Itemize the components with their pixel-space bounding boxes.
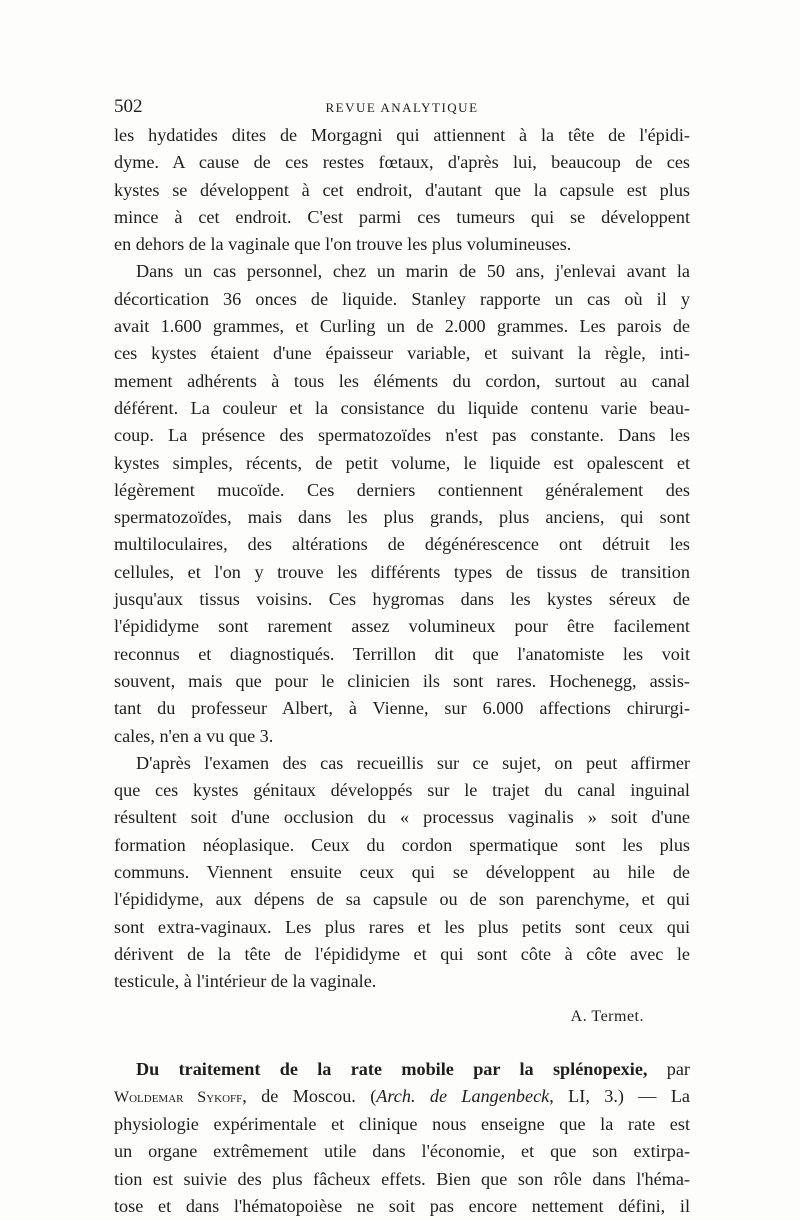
- article-splenopexie: [114, 1056, 690, 1220]
- text-line: jusqu'aux tissus voisins. Ces hygromas dans les kystes séreux de: [114, 586, 690, 613]
- text-line: cellules, et l'on y trouve les différents types de tissus de transition: [114, 559, 690, 586]
- paragraph-hydatides: [114, 122, 690, 258]
- article-citation-end: , LI, 3.) — La: [549, 1086, 690, 1106]
- text-line: kystes simples, récents, de petit volume, le liquide est opalescent et: [114, 450, 690, 477]
- article-citation-rest: , de Moscou. (: [242, 1086, 376, 1106]
- text-line: mement adhérents à tous les éléments du cordon, surtout au canal: [114, 368, 690, 395]
- article-body: [114, 1111, 690, 1220]
- text-line: testicule, à l'intérieur de la vaginale.: [114, 968, 690, 995]
- text-line: l'épididyme, aux dépens de sa capsule ou de son parenchyme, et qui: [114, 886, 690, 913]
- text-line: reconnus et diagnostiqués. Terrillon dit que l'anatomiste les voit: [114, 641, 690, 668]
- article-title: Du traitement de la rate mobile par la splénopexie,: [136, 1059, 647, 1079]
- article-citation-line: [114, 1083, 690, 1111]
- section-gap: [114, 1026, 690, 1056]
- page-number: 502: [114, 96, 143, 118]
- text-line: avait 1.600 grammes, et Curling un de 2.000 grammes. Les parois de: [114, 313, 690, 340]
- running-title: REVUE ANALYTIQUE: [114, 100, 690, 116]
- text-line: dyme. A cause de ces restes fœtaux, d'après lui, beaucoup de ces: [114, 149, 690, 176]
- text-line: D'après l'examen des cas recueillis sur ce sujet, on peut affirmer: [114, 750, 690, 777]
- text-line: résultent soit d'une occlusion du « processus vaginalis » soit d'une: [114, 804, 690, 831]
- text-line: l'épididyme sont rarement assez volumineux pour être facilement: [114, 613, 690, 640]
- text-line: dérivent de la tête de l'épididyme et qui sont côte à côte avec le: [114, 941, 690, 968]
- text-line: souvent, mais que pour le clinicien ils sont rares. Hochenegg, assis-: [114, 668, 690, 695]
- text-line: multiloculaires, des altérations de dégénérescence ont détruit les: [114, 531, 690, 558]
- article-author: Woldemar Sykoff: [114, 1089, 242, 1106]
- text-line: légèrement mucoïde. Ces derniers contiennent généralement des: [114, 477, 690, 504]
- text-line: les hydatides dites de Morgagni qui attiennent à la tête de l'épidi-: [114, 122, 690, 149]
- page: [114, 96, 690, 1220]
- text-line: décortication 36 onces de liquide. Stanley rapporte un cas où il y: [114, 286, 690, 313]
- text-line: communs. Viennent ensuite ceux qui se développent au hile de: [114, 859, 690, 886]
- article-title-tail: par: [647, 1059, 690, 1079]
- text-line: Dans un cas personnel, chez un marin de 50 ans, j'enlevai avant la: [114, 258, 690, 285]
- text-line: déférent. La couleur et la consistance du liquide contenu varie beau-: [114, 395, 690, 422]
- text-line: tant du professeur Albert, à Vienne, sur 6.000 affections chirurgi-: [114, 695, 690, 722]
- article-journal: Arch. de Langenbeck: [376, 1086, 549, 1106]
- text-line: coup. La présence des spermatozoïdes n'est pas constante. Dans les: [114, 422, 690, 449]
- text-line: tion est suivie des plus fâcheux effets. Bien que son rôle dans l'héma-: [114, 1166, 690, 1193]
- text-line: physiologie expérimentale et clinique nous enseigne que la rate est: [114, 1111, 690, 1138]
- signature: A. Termet.: [114, 1008, 644, 1026]
- text-line: cales, n'en a vu que 3.: [114, 723, 690, 750]
- text-line: spermatozoïdes, mais dans les plus grands, plus anciens, qui sont: [114, 504, 690, 531]
- text-line: sont extra-vaginaux. Les plus rares et les plus petits sont ceux qui: [114, 914, 690, 941]
- text-line: mince à cet endroit. C'est parmi ces tumeurs qui se développent: [114, 204, 690, 231]
- text-line: en dehors de la vaginale que l'on trouve les plus volumineuses.: [114, 231, 690, 258]
- text-line: kystes se développent à cet endroit, d'autant que la capsule est plus: [114, 177, 690, 204]
- running-head: [114, 96, 690, 122]
- text-line: formation néoplasique. Ceux du cordon spermatique sont les plus: [114, 832, 690, 859]
- text-line: un organe extrêmement utile dans l'économie, et que son extirpa-: [114, 1138, 690, 1165]
- text-line: que ces kystes génitaux développés sur le trajet du canal inguinal: [114, 777, 690, 804]
- text-line: ces kystes étaient d'une épaisseur variable, et suivant la règle, inti-: [114, 340, 690, 367]
- article-title-line: [114, 1056, 690, 1083]
- paragraph-conclusion: [114, 750, 690, 996]
- paragraph-personal-case: [114, 258, 690, 749]
- text-line: tose et dans l'hématopoièse ne soit pas encore nettement défini, il: [114, 1193, 690, 1220]
